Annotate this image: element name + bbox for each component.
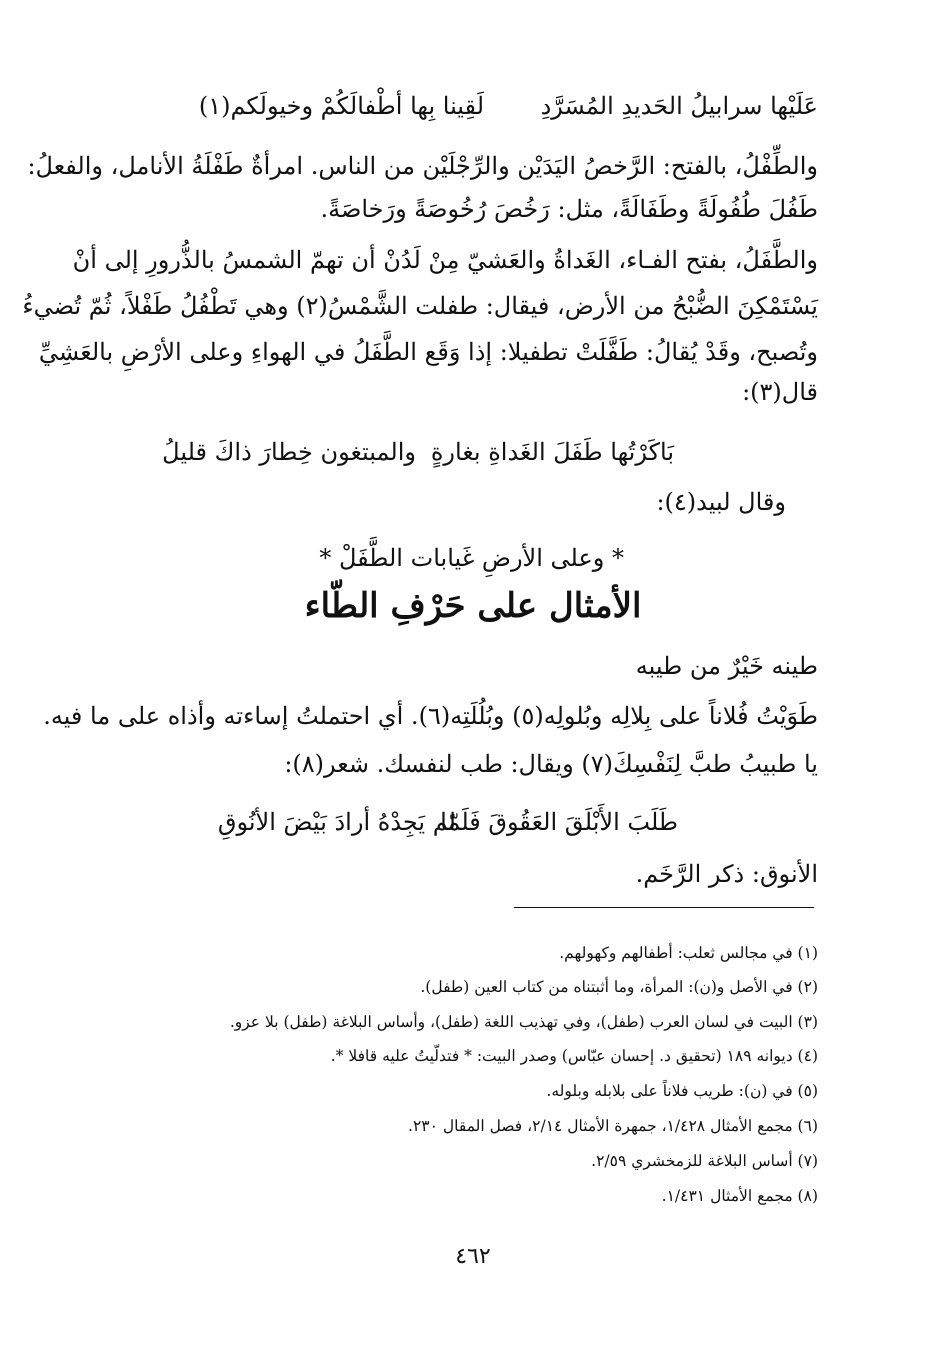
proverb-2: طَوَيْتُ فُلاناً على بِلالِه وبُلولِه(٥) وبُلُلَتِه(٦). أي احتملتُ إساءته وأذاه على ما فيه. bbox=[43, 702, 818, 730]
verse-2-right-hemistich: بَاكَرْتُها طَفَلَ الغَداةِ بغارةٍ bbox=[430, 438, 674, 466]
paragraph-2-line-4: قال(٣): bbox=[742, 378, 818, 406]
labid-verse-fragment: * وعلى الأرضِ غَيابات الطَّفَلْ * bbox=[319, 544, 624, 572]
page-number: ٤٦٢ bbox=[455, 1244, 491, 1269]
footnote-6: (٦) مجمع الأمثال ١/٤٢٨، جمهرة الأمثال ٢/١٤، فصل المقال ٢٣٠. bbox=[408, 1117, 818, 1135]
footnote-7: (٧) أساس البلاغة للزمخشري ٢/٥٩. bbox=[591, 1152, 818, 1170]
gloss-line: الأنوق: ذكر الرَّخَم. bbox=[635, 860, 818, 888]
footnote-2: (٢) في الأصل و(ن): المرأة، وما أثبتناه من كتاب العين (طفل). bbox=[420, 978, 818, 996]
paragraph-2-line-1: والطَّفَلُ، بفتح الفـاء، الغَداةُ والعَشيّ مِنْ لَدُنْ أن تهمّ الشمسُ بالذُّرورِ إلى أنْ bbox=[72, 246, 818, 274]
verse-3-left-hemistich: لم يَجِدْهُ أرادَ بَيْضَ الأنُوقِ bbox=[217, 808, 456, 836]
footnote-1: (١) في مجالس ثعلب: أطفالهم وكهولهم. bbox=[559, 944, 818, 962]
paragraph-1-line-2: طَفُلَ طُفُولَةً وطَفَالَةً، مثل: رَخُصَ رُخُوصَةً ورَخاصَةً. bbox=[320, 195, 818, 223]
footnote-separator bbox=[514, 907, 814, 908]
verse-1-right-hemistich: عَلَيْها سرابيلُ الحَديدِ المُسَرَّدِ bbox=[540, 92, 818, 120]
proverb-1: طينه خَيْرٌ من طيبه bbox=[635, 652, 818, 680]
proverb-3: يا طبيبُ طبَّ لِنَفْسِكَ(٧) ويقال: طب لنفسك. شعر(٨): bbox=[284, 750, 818, 778]
labid-intro: وقال لبيد(٤): bbox=[656, 488, 786, 516]
verse-2-left-hemistich: والمبتغون خِطارَ ذاكَ قليلُ bbox=[162, 438, 416, 466]
footnote-3: (٣) البيت في لسان العرب (طفل)، وفي تهذيب اللغة (طفل)، وأساس البلاغة (طفل) بلا عزو. bbox=[229, 1013, 818, 1031]
paragraph-2-line-2: يَسْتَمْكِنَ الضُّبْحُ من الأرض، فيقال: طفلت الشَّمْسُ(٢) وهي تَطْفُلُ طَفْلاً، ثُمّ تُضيءُ bbox=[22, 292, 818, 320]
verse-3-right-hemistich: طَلَبَ الأَبْلَقَ العَقُوقَ فَلَمّا bbox=[440, 808, 678, 836]
section-title: الأمثال على حَرْفِ الطّاء bbox=[304, 586, 642, 626]
paragraph-2-line-3: وتُصبح، وقَدْ يُقالُ: طَفَّلَتْ تطفيلا: إذا وَقَع الطَّفَلُ في الهواءِ وعلى الأرْضِ بالعَشِيِّ bbox=[38, 338, 818, 366]
paragraph-1-line-1: والطِّفْلُ، بالفتح: الرَّخصُ اليَدَيْن والرِّجْلَيْن من الناس. امرأةٌ طَفْلَةُ الأنامل، والفعلُ: bbox=[27, 152, 818, 180]
footnote-4: (٤) ديوانه ١٨٩ (تحقيق د. إحسان عبّاس) وصدر البيت: * فتدلّيتُ عليه قافلا *. bbox=[330, 1047, 818, 1065]
footnote-5: (٥) في (ن): طريب فلاناً على بلابله وبلوله. bbox=[546, 1082, 818, 1100]
verse-1-left-hemistich: لَقِينا بِها أطْفالَكُمْ وخيولَكم(١) bbox=[198, 92, 484, 120]
footnote-8: (٨) مجمع الأمثال ١/٤٣١. bbox=[661, 1187, 818, 1205]
